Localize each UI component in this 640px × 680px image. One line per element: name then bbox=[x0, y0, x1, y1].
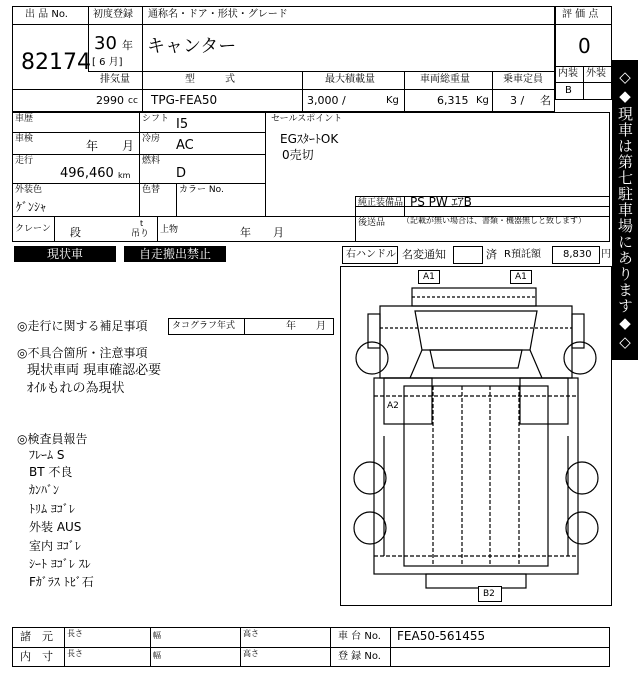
gross-unit: Kg bbox=[476, 95, 489, 106]
interior-grade: B bbox=[565, 85, 572, 96]
footer-shoge-label: 諸 元 bbox=[20, 630, 53, 643]
options-label: 純正装備品 bbox=[358, 198, 404, 208]
defects-title: ◎不具合箇所・注意事項 bbox=[17, 346, 148, 360]
handle-value: 右ハンドル bbox=[346, 249, 396, 260]
model-value: TPG-FEA50 bbox=[151, 93, 218, 107]
reg-month: [ 6 月] bbox=[92, 57, 123, 68]
footer-width-label-2: 幅 bbox=[153, 651, 161, 660]
history-label: 車歴 bbox=[15, 114, 34, 124]
capacity-label: 乗車定員 bbox=[503, 74, 543, 85]
aftermarket-note: （記載が無い場合は、書類・機器無しと致します） bbox=[402, 216, 586, 225]
capacity-unit: 名 bbox=[540, 94, 551, 107]
inspector-line-5: 外装 AUS bbox=[29, 520, 82, 534]
recycle-fee-label: R預託額 bbox=[504, 249, 541, 260]
name-change-box bbox=[453, 246, 483, 264]
sales-point-line1: EGｽﾀｰﾄOK bbox=[280, 132, 339, 146]
interior-label: 内装 bbox=[558, 68, 578, 79]
crane-t: t bbox=[140, 219, 144, 228]
inspector-title: ◎検査員報告 bbox=[17, 432, 88, 446]
inspector-line-4: ﾄﾘﾑ ﾖｺﾞﾚ bbox=[29, 502, 75, 516]
inspector-line-1: ﾌﾚｰﾑ S bbox=[29, 448, 65, 462]
upper-label: 上物 bbox=[160, 225, 179, 235]
chassis-number: FEA50-561455 bbox=[397, 629, 486, 643]
color-value: ｹﾞﾝｼｬ bbox=[16, 200, 47, 214]
car-name: キャンター bbox=[147, 36, 237, 57]
inspector-line-2: BT 不良 bbox=[29, 465, 73, 479]
defect-line-1: 現状車両 現車確認必要 bbox=[27, 363, 162, 378]
year-unit: 年 bbox=[122, 39, 133, 52]
truck-diagram bbox=[340, 266, 612, 606]
aftermarket-label: 後送品 bbox=[358, 218, 386, 228]
chassis-label: 車 台 No. bbox=[338, 631, 381, 642]
inspection-label: 車検 bbox=[15, 134, 34, 144]
footer-height-label-1: 高さ bbox=[243, 629, 259, 638]
footer-height-label-2: 高さ bbox=[243, 649, 259, 658]
footer-width-label-1: 幅 bbox=[153, 631, 161, 640]
footer-naigai-label: 内 寸 bbox=[20, 650, 53, 663]
damage-mark-a1-right-text: A1 bbox=[515, 272, 527, 282]
ac-value: AC bbox=[176, 138, 194, 153]
tacho-label: タコグラフ年式 bbox=[172, 321, 236, 331]
crane-label: クレーン bbox=[15, 224, 51, 234]
defect-line-2: ｵｲﾙもれの為現状 bbox=[27, 381, 125, 396]
car-name-label: 通称名・ドア・形状・グレード bbox=[148, 9, 288, 20]
model-label: 型 式 bbox=[185, 74, 235, 85]
inspection-value: 年 月 bbox=[86, 139, 135, 153]
lot-label: 出 品 No. bbox=[25, 9, 68, 20]
inspector-line-7: ｼｰﾄ ﾖｺﾞﾚ ｽﾚ bbox=[29, 557, 91, 571]
score-label: 評 価 点 bbox=[562, 9, 599, 20]
as-is-badge: 現状車 bbox=[14, 246, 116, 262]
reg-label: 初度登録 bbox=[93, 9, 133, 20]
lot-number: 82174 bbox=[21, 50, 91, 75]
color-label: 外装色 bbox=[15, 185, 43, 195]
load-value: 3,000 / bbox=[307, 94, 346, 107]
reg-year: 30 bbox=[94, 33, 117, 54]
footer-length-label-2: 長さ bbox=[67, 649, 83, 658]
upper-value: 年 月 bbox=[240, 226, 284, 239]
inspector-line-3: ｶﾝﾊﾞﾝ bbox=[29, 483, 60, 497]
yen-unit: 円 bbox=[601, 249, 611, 260]
score-value: 0 bbox=[578, 34, 591, 58]
mileage-label: 走行 bbox=[15, 156, 34, 166]
name-change-label: 名変通知 bbox=[402, 248, 446, 261]
shift-value: I5 bbox=[176, 117, 189, 132]
driving-title: ◎走行に関する補足事項 bbox=[17, 319, 148, 333]
load-unit: Kg bbox=[386, 95, 399, 106]
tacho-value: 年 月 bbox=[286, 321, 326, 332]
displacement-label: 排気量 bbox=[100, 74, 130, 85]
recycle-done: 済 bbox=[486, 248, 497, 261]
damage-mark-a2: A2 bbox=[387, 401, 399, 411]
fuel-label: 燃料 bbox=[142, 156, 161, 166]
sales-point-label: セールスポイント bbox=[271, 114, 343, 124]
damage-mark-b2-text: B2 bbox=[483, 589, 495, 599]
damage-mark-a1-left-text: A1 bbox=[423, 272, 435, 282]
inspector-line-8: Fｶﾞﾗｽ ﾄﾋﾞ石 bbox=[29, 575, 94, 589]
gross-label: 車両総重量 bbox=[420, 74, 470, 85]
mileage-unit: km bbox=[118, 171, 131, 180]
gross-value: 6,315 bbox=[437, 94, 469, 107]
recycle-fee-value: 8,830 bbox=[563, 249, 592, 260]
color-no-label: カラー No. bbox=[179, 185, 224, 195]
displacement-unit: cc bbox=[128, 96, 138, 106]
exterior-label: 外装 bbox=[586, 68, 606, 79]
fuel-value: D bbox=[176, 166, 187, 181]
ac-label: 冷房 bbox=[142, 134, 161, 144]
capacity-value: 3 / bbox=[510, 94, 525, 107]
reg-no-label: 登 録 No. bbox=[338, 651, 381, 662]
crane-dan: 段 bbox=[70, 226, 81, 239]
shift-label: シフト bbox=[142, 114, 170, 124]
mileage-value: 496,460 bbox=[60, 166, 114, 181]
crane-tsuri: 吊り bbox=[131, 229, 150, 239]
displacement-value: 2990 bbox=[96, 94, 124, 107]
footer-length-label-1: 長さ bbox=[67, 629, 83, 638]
no-self-drive-badge: 自走搬出禁止 bbox=[124, 246, 226, 262]
parking-notice: ◇◆現車は第七駐車場にあります◆◇ bbox=[612, 60, 638, 360]
sales-point-line2: 0売切 bbox=[282, 148, 314, 162]
options-value: PS PW ｴｱB bbox=[410, 195, 472, 209]
color-change-label: 色替 bbox=[142, 185, 161, 195]
inspector-line-6: 室内 ﾖｺﾞﾚ bbox=[29, 539, 81, 553]
load-label: 最大積載量 bbox=[325, 74, 375, 85]
